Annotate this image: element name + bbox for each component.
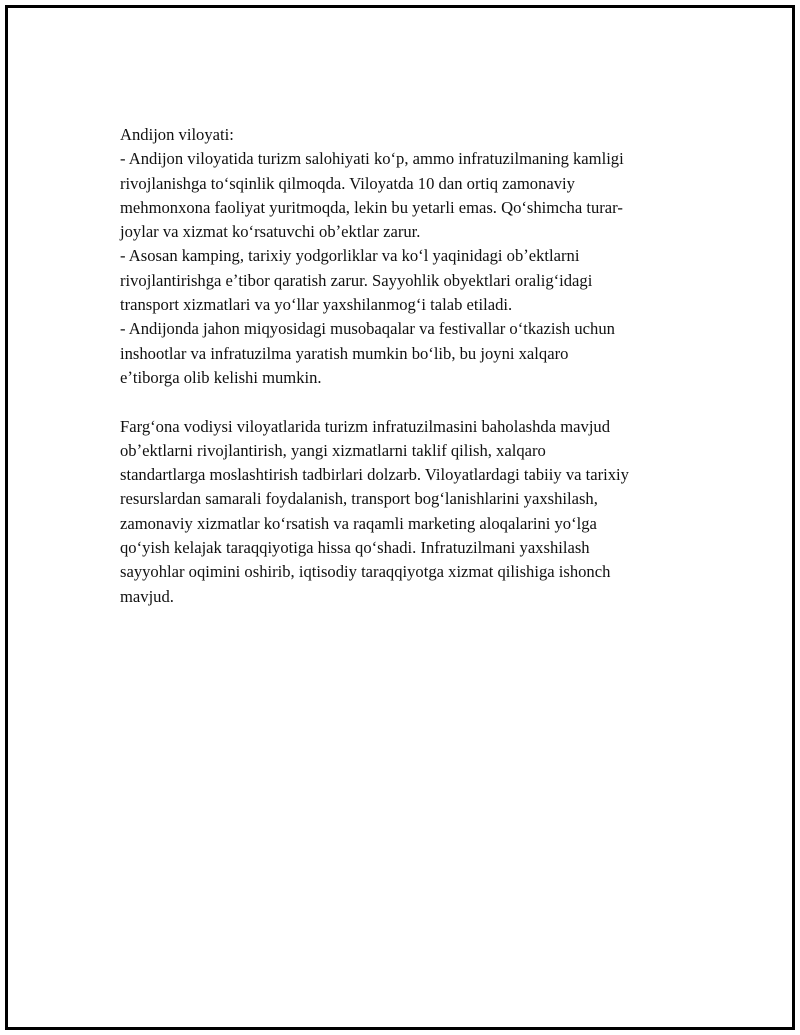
text-line: rivojlantirishga eʼtibor qaratish zarur. Sayyohlik obyektlari oraligʻidagi bbox=[120, 270, 593, 290]
text-line: - Andijon viloyatida turizm salohiyati koʻp, ammo infratuzilmaning kamligi bbox=[120, 149, 624, 169]
text-line: standartlarga moslashtirish tadbirlari dolzarb. Viloyatlardagi tabiiy va tarixiy bbox=[120, 465, 629, 485]
text-line: joylar va xizmat koʻrsatuvchi obʼektlar zarur. bbox=[120, 222, 421, 242]
text-line: obʼektlarni rivojlantirish, yangi xizmatlarni taklif qilish, xalqaro bbox=[120, 440, 546, 460]
paragraph-gap bbox=[120, 390, 680, 414]
text-line: transport xizmatlari va yoʻllar yaxshilanmogʻi talab etiladi. bbox=[120, 295, 513, 315]
text-line: zamonaviy xizmatlar koʻrsatish va raqamli marketing aloqalarini yoʻlga bbox=[120, 513, 597, 533]
section-heading: Andijon viloyati: bbox=[120, 125, 234, 144]
text-line: mavjud. bbox=[120, 586, 174, 606]
text-line: eʼtiborga olib kelishi mumkin. bbox=[120, 367, 322, 387]
text-line: rivojlanishga toʻsqinlik qilmoqda. Viloyatda 10 dan ortiq zamonaviy bbox=[120, 173, 575, 193]
text-line: - Andijonda jahon miqyosidagi musobaqalar va festivallar oʻtkazish uchun bbox=[120, 319, 615, 339]
text-line: sayyohlar oqimini oshirib, iqtisodiy taraqqiyotga xizmat qilishiga ishonch bbox=[120, 562, 611, 582]
text-line: mehmonxona faoliyat yuritmoqda, lekin bu yetarli emas. Qoʻshimcha turar- bbox=[120, 197, 623, 217]
text-line: Fargʻona vodiysi viloyatlarida turizm infratuzilmasini baholashda mavjud bbox=[120, 416, 611, 436]
document-page bbox=[5, 5, 795, 1030]
document-body bbox=[120, 123, 680, 609]
text-line: resurslardan samarali foydalanish, transport bogʻlanishlarini yaxshilash, bbox=[120, 489, 598, 509]
text-line: - Asosan kamping, tarixiy yodgorliklar va koʻl yaqinidagi obʼektlarni bbox=[120, 246, 580, 266]
text-line: qoʻyish kelajak taraqqiyotiga hissa qoʻshadi. Infratuzilmani yaxshilash bbox=[120, 538, 590, 558]
text-line: inshootlar va infratuzilma yaratish mumkin boʻlib, bu joyni xalqaro bbox=[120, 343, 569, 363]
